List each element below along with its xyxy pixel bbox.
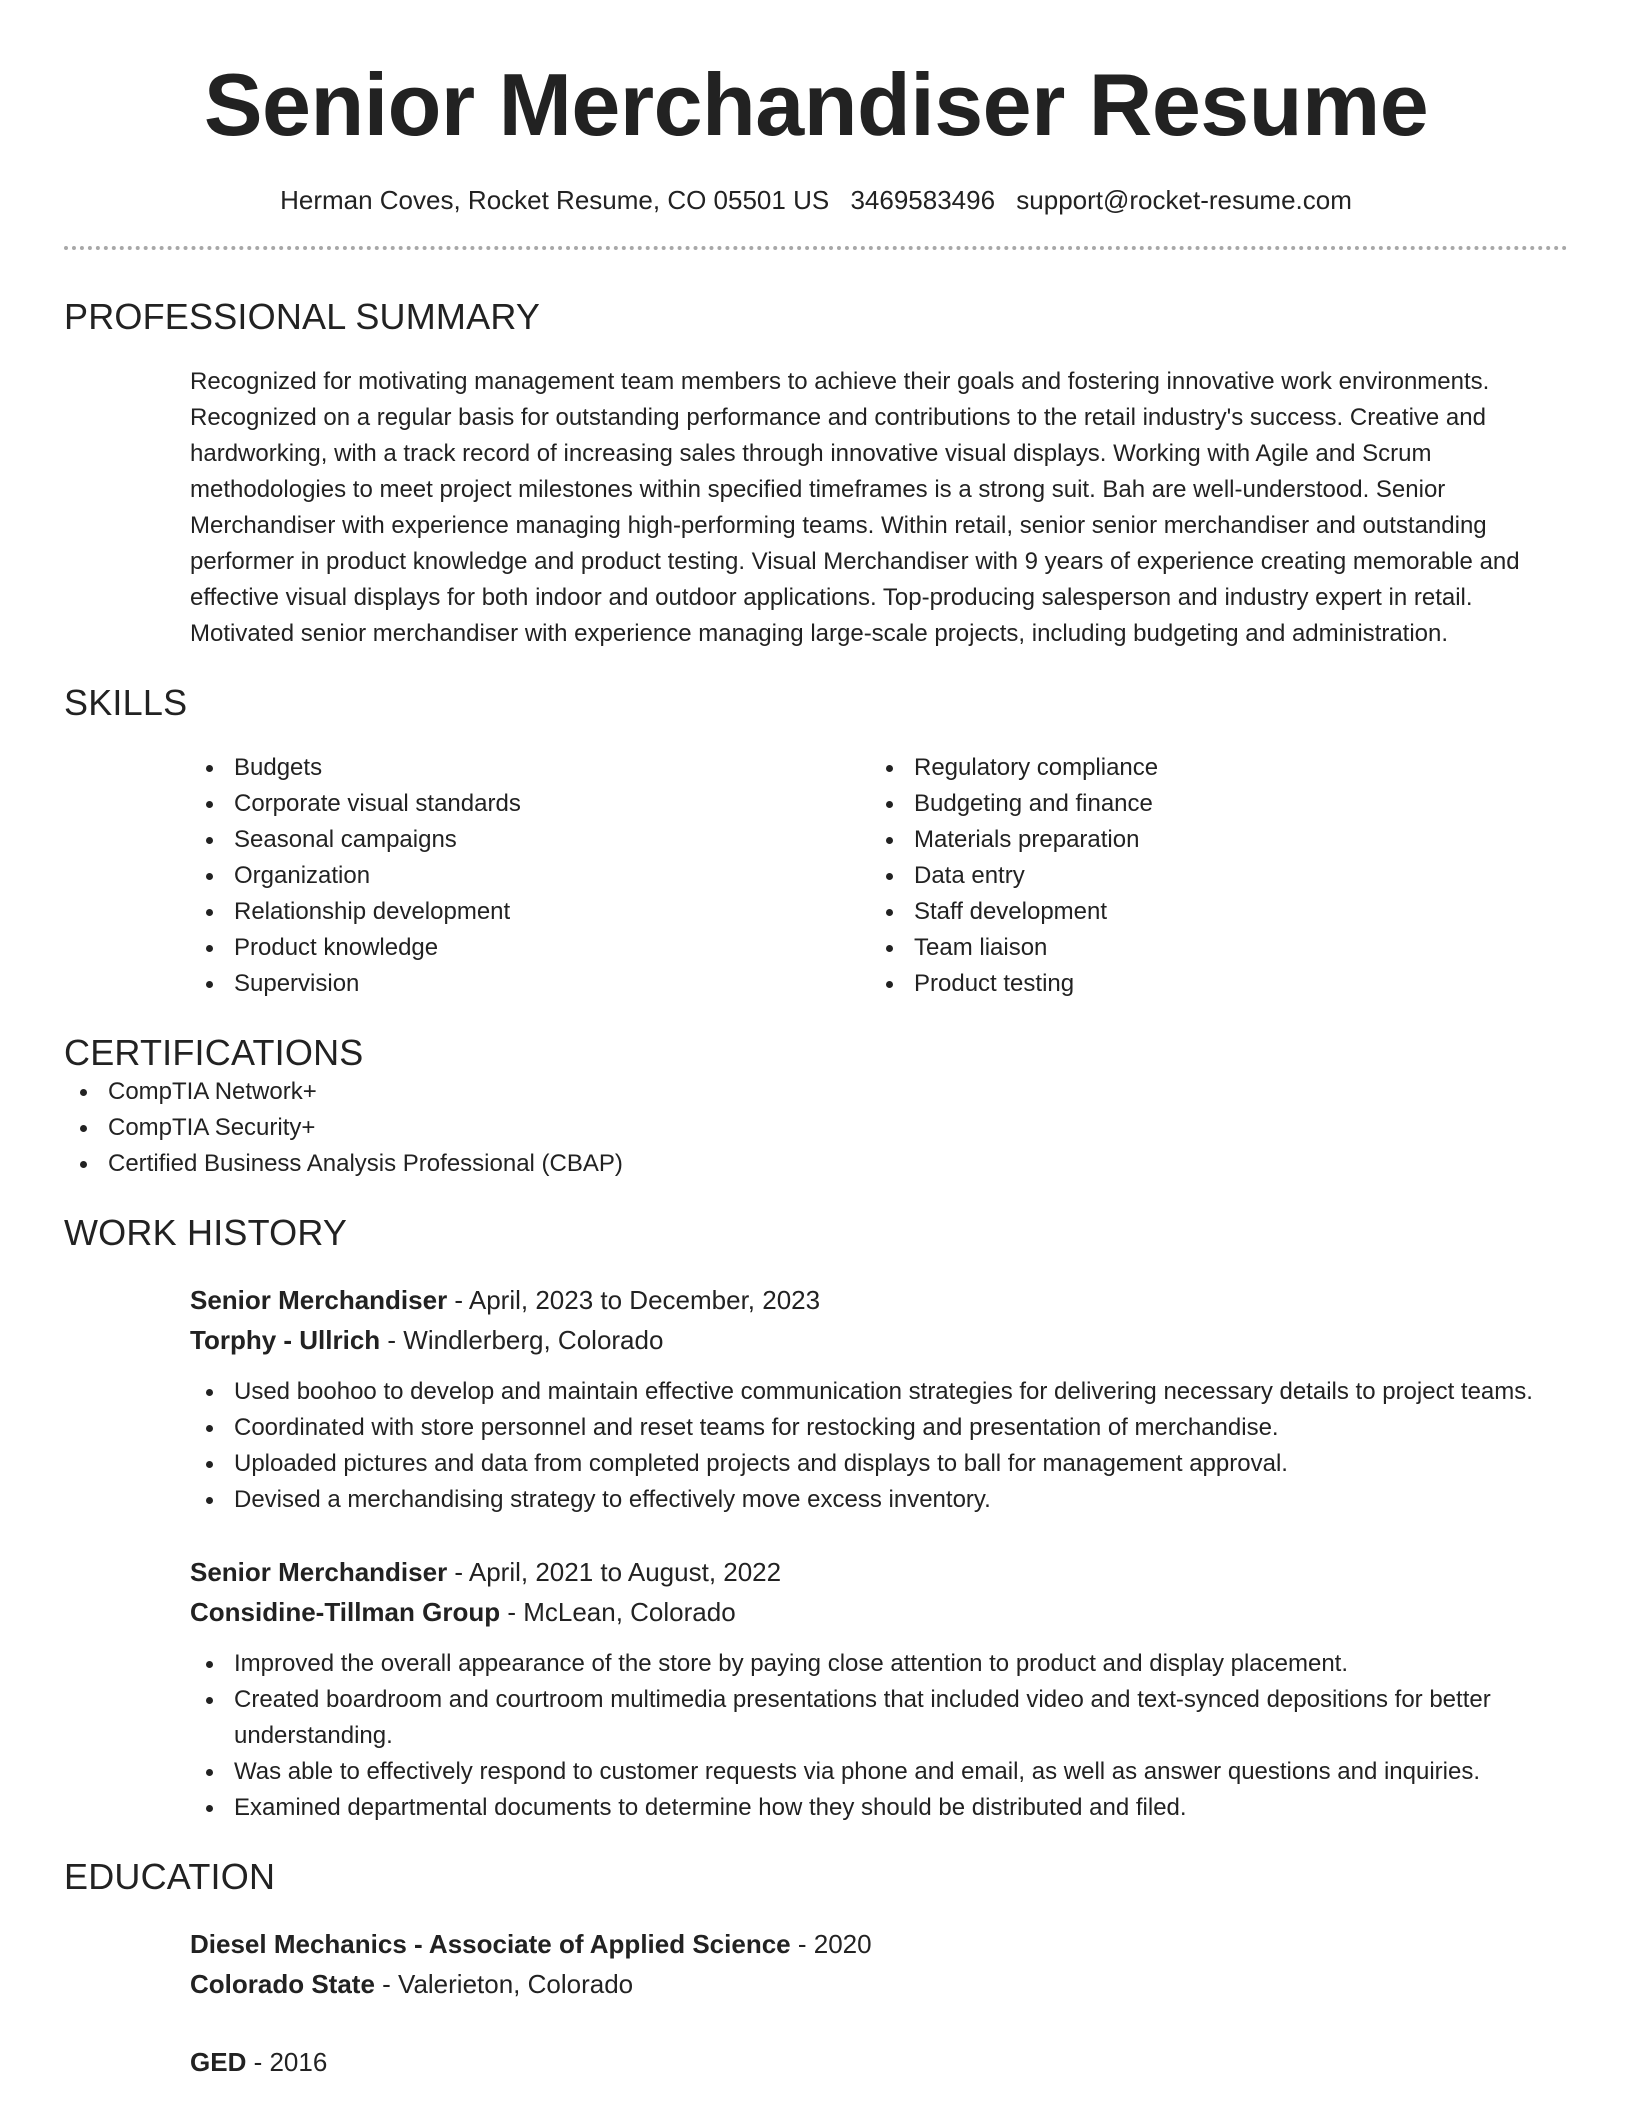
skills-column-right [870, 750, 1550, 1002]
skill-item: Product testing [870, 966, 1550, 1002]
section-heading-skills: SKILLS [64, 682, 188, 723]
job-dates: - April, 2023 to December, 2023 [447, 1285, 821, 1315]
education-degree-line [190, 2042, 1568, 2082]
job-dates: - April, 2021 to August, 2022 [447, 1557, 782, 1587]
education-school-line [190, 1964, 1568, 2004]
education-degree: Diesel Mechanics - Associate of Applied Science [190, 1929, 791, 1959]
section-heading-certifications: CERTIFICATIONS [64, 1032, 364, 1073]
education-year: - 2016 [246, 2047, 328, 2077]
job-bullet: Was able to effectively respond to customer requests via phone and email, as well as answer questions and inquiries. [190, 1754, 1568, 1790]
header-divider [64, 246, 1568, 250]
job-location: - Windlerberg, Colorado [380, 1325, 664, 1355]
job-title-line [190, 1280, 1568, 1320]
job-company: Considine-Tillman Group [190, 1597, 501, 1627]
skill-item: Materials preparation [870, 822, 1550, 858]
resume-title: Senior Merchandiser Resume [203, 55, 1429, 154]
job-bullet: Coordinated with store personnel and reset teams for restocking and presentation of merchandise. [190, 1410, 1568, 1446]
skills-column-left [190, 750, 870, 1002]
skills-grid [190, 750, 1568, 1002]
certification-item: CompTIA Network+ [64, 1074, 1568, 1110]
job-company-line [190, 1592, 1568, 1632]
contact-phone: 3469583496 [850, 185, 996, 215]
education-location: - Valerieton, Colorado [374, 1969, 634, 1999]
contact-line [64, 184, 1568, 216]
education-year: - 2020 [790, 1929, 872, 1959]
job-bullet: Used boohoo to develop and maintain effective communication strategies for delivering necessary details to project teams. [190, 1374, 1568, 1410]
skill-item: Relationship development [190, 894, 870, 930]
job-entry [190, 1552, 1568, 1826]
skill-item: Product knowledge [190, 930, 870, 966]
job-location: - McLean, Colorado [500, 1597, 736, 1627]
section-heading-education: EDUCATION [64, 1856, 276, 1897]
contact-email: support@rocket-resume.com [1016, 185, 1352, 215]
skill-item: Budgets [190, 750, 870, 786]
section-heading-summary: PROFESSIONAL SUMMARY [64, 296, 541, 337]
job-company-line [190, 1320, 1568, 1360]
job-bullet: Created boardroom and courtroom multimedia presentations that included video and text-synced depositions for better understanding. [190, 1682, 1568, 1754]
contact-address: Herman Coves, Rocket Resume, CO 05501 US [280, 185, 830, 215]
education-entry [190, 1924, 1568, 2004]
certification-item: Certified Business Analysis Professional (CBAP) [64, 1146, 1568, 1182]
summary-text: Recognized for motivating management team members to achieve their goals and fostering innovative work environments. Recognized on a regular basis for outstanding performance and contributions to the retail industry's success. Creative and hardworking, with a track record of increasing sales through innovative visual displays. Working with Agile and Scrum methodologies to meet project milestones within specified timeframes is a strong suit. Bah are well-understood. Senior Merchandiser with experience managing high-performing teams. Within retail, senior senior merchandiser and outstanding performer in product knowledge and product testing. Visual Merchandiser with 9 years of experience creating memorable and effective visual displays for both indoor and outdoor applications. Top-producing salesperson and industry expert in retail. Motivated senior merchandiser with experience managing large-scale projects, including budgeting and administration. [190, 368, 1520, 647]
job-bullet: Improved the overall appearance of the store by paying close attention to product and display placement. [190, 1646, 1568, 1682]
education-school: Colorado State [190, 1969, 375, 1999]
certification-item: CompTIA Security+ [64, 1110, 1568, 1146]
section-heading-work-history: WORK HISTORY [64, 1212, 348, 1253]
skill-item: Organization [190, 858, 870, 894]
skill-item: Seasonal campaigns [190, 822, 870, 858]
job-bullets [64, 1374, 1568, 1518]
job-bullet: Devised a merchandising strategy to effectively move excess inventory. [190, 1482, 1568, 1518]
education-degree-line [190, 1924, 1568, 1964]
skill-item: Budgeting and finance [870, 786, 1550, 822]
job-title-line [190, 1552, 1568, 1592]
skill-item: Staff development [870, 894, 1550, 930]
skill-item: Corporate visual standards [190, 786, 870, 822]
education-entry [190, 2042, 1568, 2082]
skill-item: Team liaison [870, 930, 1550, 966]
job-title: Senior Merchandiser [190, 1285, 448, 1315]
skill-item: Data entry [870, 858, 1550, 894]
certification-list [64, 1074, 1568, 1182]
job-bullet: Uploaded pictures and data from completed projects and displays to ball for management approval. [190, 1446, 1568, 1482]
skill-item: Regulatory compliance [870, 750, 1550, 786]
skill-item: Supervision [190, 966, 870, 1002]
job-bullet: Examined departmental documents to determine how they should be distributed and filed. [190, 1790, 1568, 1826]
job-title: Senior Merchandiser [190, 1557, 448, 1587]
job-entry [190, 1280, 1568, 1518]
education-degree: GED [190, 2047, 247, 2077]
job-company: Torphy - Ullrich [190, 1325, 381, 1355]
job-bullets [64, 1646, 1568, 1826]
